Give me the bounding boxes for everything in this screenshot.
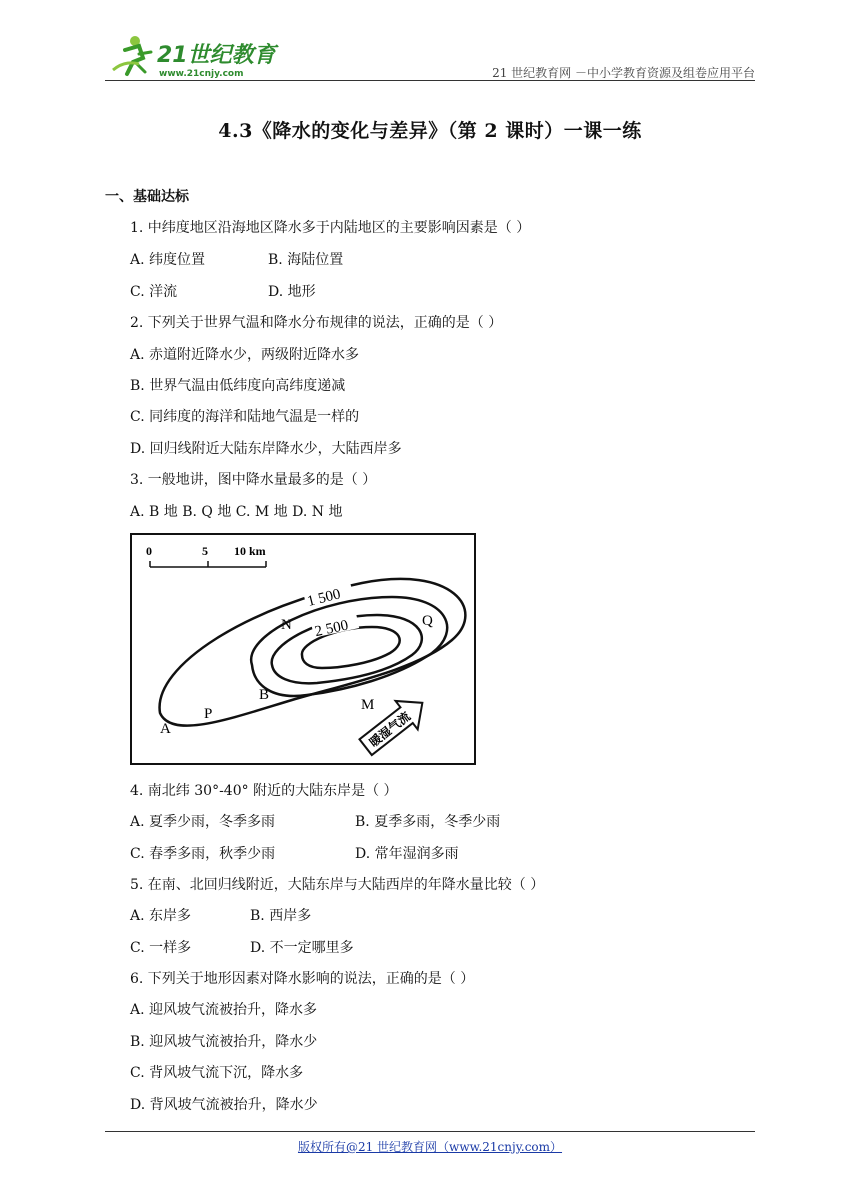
header-divider [105, 80, 755, 81]
footer-divider [105, 1131, 755, 1132]
option-2b: B. 世界气温由低纬度向高纬度递减 [130, 378, 346, 394]
contour-label-1500: 1 500 [305, 586, 343, 610]
point-a: A [160, 721, 171, 737]
question-3: 3. 一般地讲，图中降水量最多的是（ ） [130, 472, 377, 488]
option-4a: A. 夏季少雨，冬季多雨 [130, 814, 276, 830]
precipitation-map [130, 533, 476, 765]
option-2c: C. 同纬度的海洋和陆地气温是一样的 [130, 409, 360, 425]
scale-label-0: 0 [146, 544, 152, 558]
option-6b: B. 迎风坡气流被抬升，降水少 [130, 1034, 318, 1050]
header-tagline: 21 世纪教育网 －中小学教育资源及组卷应用平台 [492, 66, 755, 80]
option-1d: D. 地形 [268, 284, 316, 300]
option-1c: C. 洋流 [130, 284, 178, 300]
question-4: 4. 南北纬 30°-40° 附近的大陆东岸是（ ） [130, 783, 398, 799]
scale-bar [146, 544, 266, 567]
option-4b: B. 夏季多雨，冬季少雨 [355, 814, 501, 830]
contour-map [132, 535, 474, 763]
option-6a: A. 迎风坡气流被抬升，降水多 [130, 1002, 318, 1018]
options-3: A. B 地 B. Q 地 C. M 地 D. N 地 [130, 504, 343, 520]
logo [105, 32, 295, 80]
contour-label-2500: 2 500 [313, 617, 350, 641]
option-2a: A. 赤道附近降水少，两级附近降水多 [130, 347, 360, 363]
point-q: Q [422, 613, 433, 629]
airflow-label: 暖湿气流 [366, 709, 414, 750]
point-b: B [259, 687, 270, 703]
footer-copyright-link[interactable]: 版权所有@21 世纪教育网（www.21cnjy.com） [297, 1140, 563, 1154]
option-2d: D. 回归线附近大陆东岸降水少，大陆西岸多 [130, 441, 402, 457]
logo-url: www.21cnjy.com [159, 69, 244, 79]
question-6: 6. 下列关于地形因素对降水影响的说法，正确的是（ ） [130, 971, 475, 987]
scale-label-10: 10 km [234, 544, 266, 558]
option-4d: D. 常年湿润多雨 [355, 846, 459, 862]
option-5b: B. 西岸多 [250, 908, 312, 924]
point-m: M [361, 697, 375, 713]
option-5c: C. 一样多 [130, 940, 192, 956]
question-2: 2. 下列关于世界气温和降水分布规律的说法，正确的是（ ） [130, 315, 503, 331]
point-n: N [281, 617, 292, 633]
option-5d: D. 不一定哪里多 [250, 940, 354, 956]
option-6d: D. 背风坡气流被抬升，降水少 [130, 1097, 318, 1113]
question-1: 1. 中纬度地区沿海地区降水多于内陆地区的主要影响因素是（ ） [130, 220, 531, 236]
option-1a: A. 纬度位置 [130, 252, 206, 268]
scale-label-5: 5 [202, 544, 208, 558]
option-6c: C. 背风坡气流下沉，降水多 [130, 1065, 304, 1081]
option-5a: A. 东岸多 [130, 908, 192, 924]
runner-icon [113, 36, 151, 74]
point-p: P [204, 706, 213, 722]
question-5: 5. 在南、北回归线附近，大陆东岸与大陆西岸的年降水量比较（ ） [130, 877, 545, 893]
option-4c: C. 春季多雨，秋季少雨 [130, 846, 276, 862]
page-title: 4.3《降水的变化与差异》（第 2 课时）一课一练 [218, 120, 642, 142]
section-heading: 一、基础达标 [105, 189, 189, 205]
page-header [105, 28, 755, 82]
logo-text: 21世纪教育 [157, 43, 276, 68]
option-1b: B. 海陆位置 [268, 252, 344, 268]
